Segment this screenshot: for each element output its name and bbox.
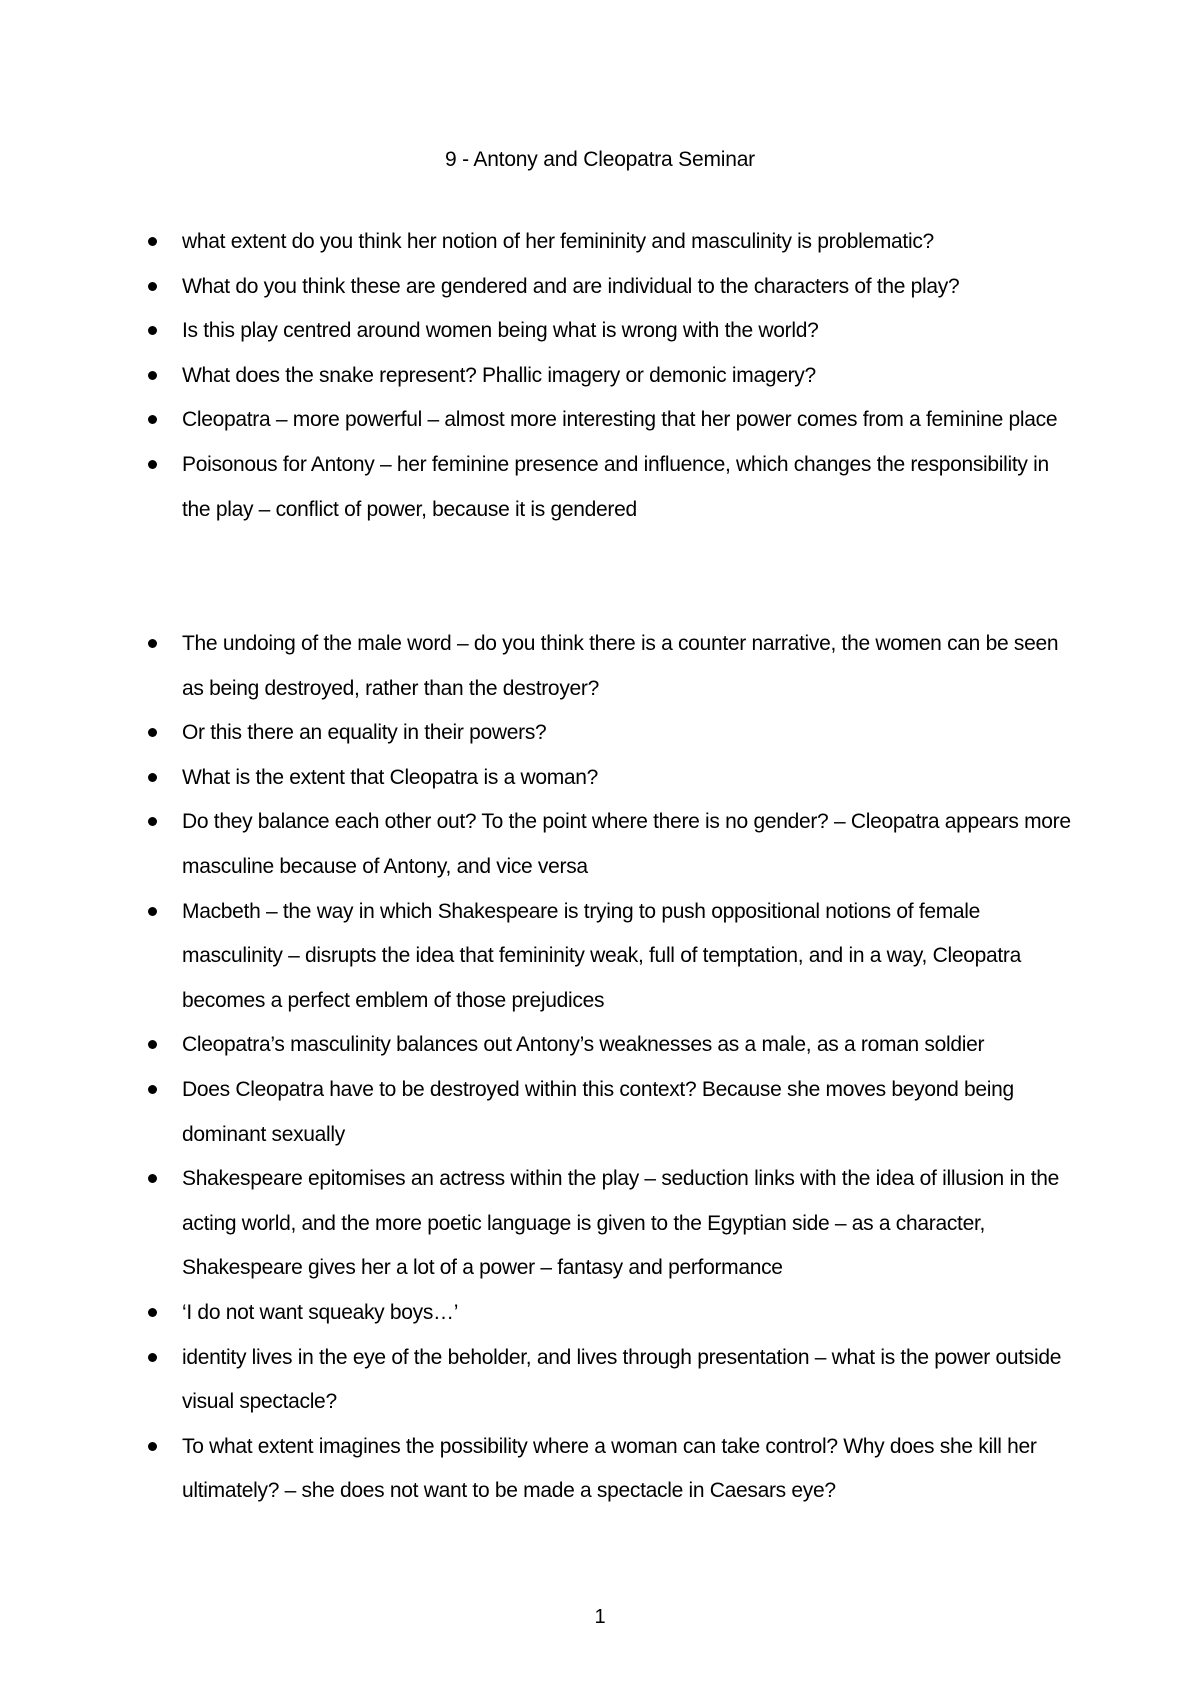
list-item bbox=[0, 1068, 1200, 1157]
bullet-icon bbox=[148, 1040, 157, 1049]
list-item-text: Is this play centred around women being what is wrong with the world? bbox=[182, 319, 819, 343]
document-title: 9 - Antony and Cleopatra Seminar bbox=[445, 148, 755, 171]
list-item bbox=[0, 1291, 1200, 1336]
list-item bbox=[0, 354, 1200, 399]
bullet-icon bbox=[148, 817, 157, 826]
bullet-icon bbox=[148, 1442, 157, 1451]
list-item-text: What do you think these are gendered and are individual to the characters of the play? bbox=[182, 274, 960, 298]
bullet-icon bbox=[148, 907, 157, 916]
page-number: 1 bbox=[594, 1606, 606, 1628]
list-item bbox=[0, 1336, 1200, 1425]
list-item bbox=[0, 711, 1200, 756]
bullet-icon bbox=[148, 773, 157, 782]
list-item bbox=[0, 265, 1200, 310]
list-item bbox=[0, 800, 1200, 889]
list-item-text: ‘I do not want squeaky boys…’ bbox=[182, 1300, 459, 1324]
list-item bbox=[0, 1023, 1200, 1068]
list-item bbox=[0, 890, 1200, 1024]
list-item-text: Shakespeare epitomises an actress within the play – seduction links with the idea of illusion in the acting world, and the more poetic language is given to the Egyptian side – as a character, Shakespeare gives her a lot of a power – fantasy and performance bbox=[182, 1167, 1060, 1280]
list-item-text: What does the snake represent? Phallic imagery or demonic imagery? bbox=[182, 363, 816, 387]
list-item-text: The undoing of the male word – do you think there is a counter narrative, the women can be seen as being destroyed, rather than the destroyer? bbox=[182, 632, 1059, 700]
bullet-list-2 bbox=[0, 622, 1200, 1514]
list-item bbox=[0, 443, 1200, 532]
list-item bbox=[0, 398, 1200, 443]
bullet-icon bbox=[148, 1353, 157, 1362]
list-item-text: Do they balance each other out? To the point where there is no gender? – Cleopatra appears more masculine because of Antony, and vice versa bbox=[182, 810, 1071, 878]
list-item-text: What is the extent that Cleopatra is a woman? bbox=[182, 765, 599, 789]
list-item-text: what extent do you think her notion of her femininity and masculinity is problematic? bbox=[182, 230, 934, 253]
list-item-text: Macbeth – the way in which Shakespeare is trying to push oppositional notions of female masculinity – disrupts the idea that femininity weak, full of temptation, and in a way, Cleopatra becomes a perfect emblem of those prejudices bbox=[182, 899, 1021, 1012]
bullet-icon bbox=[148, 326, 157, 335]
bullet-icon bbox=[148, 237, 157, 246]
bullet-icon bbox=[148, 460, 157, 469]
list-item bbox=[0, 1425, 1200, 1514]
bullet-icon bbox=[148, 282, 157, 291]
bullet-list-1 bbox=[0, 220, 1200, 532]
list-item-text: To what extent imagines the possibility where a woman can take control? Why does she kill her ultimately? – she does not want to be made a spectacle in Caesars eye? bbox=[182, 1434, 1037, 1503]
list-item-text: Cleopatra – more powerful – almost more interesting that her power comes from a feminine place bbox=[182, 408, 1058, 432]
bullet-icon bbox=[148, 1174, 157, 1183]
bullet-icon bbox=[148, 728, 157, 737]
list-item bbox=[0, 309, 1200, 354]
list-item bbox=[0, 220, 1200, 265]
bullet-icon bbox=[148, 415, 157, 424]
bullet-icon bbox=[148, 371, 157, 380]
list-item bbox=[0, 622, 1200, 711]
list-item-text: Or this there an equality in their powers? bbox=[182, 721, 547, 745]
bullet-icon bbox=[148, 1308, 157, 1317]
list-item-text: identity lives in the eye of the beholder, and lives through presentation – what is the power outside visual spectacle? bbox=[182, 1345, 1062, 1414]
bullet-icon bbox=[148, 639, 157, 648]
list-item-text: Does Cleopatra have to be destroyed within this context? Because she moves beyond being dominant sexually bbox=[182, 1077, 1014, 1146]
list-item-text: Cleopatra’s masculinity balances out Antony’s weaknesses as a male, as a roman soldier bbox=[182, 1033, 985, 1057]
list-item-text: Poisonous for Antony – her feminine presence and influence, which changes the responsibility in the play – conflict of power, because it is gendered bbox=[182, 452, 1049, 521]
bullet-icon bbox=[148, 1085, 157, 1094]
list-item bbox=[0, 1157, 1200, 1291]
list-item bbox=[0, 756, 1200, 801]
